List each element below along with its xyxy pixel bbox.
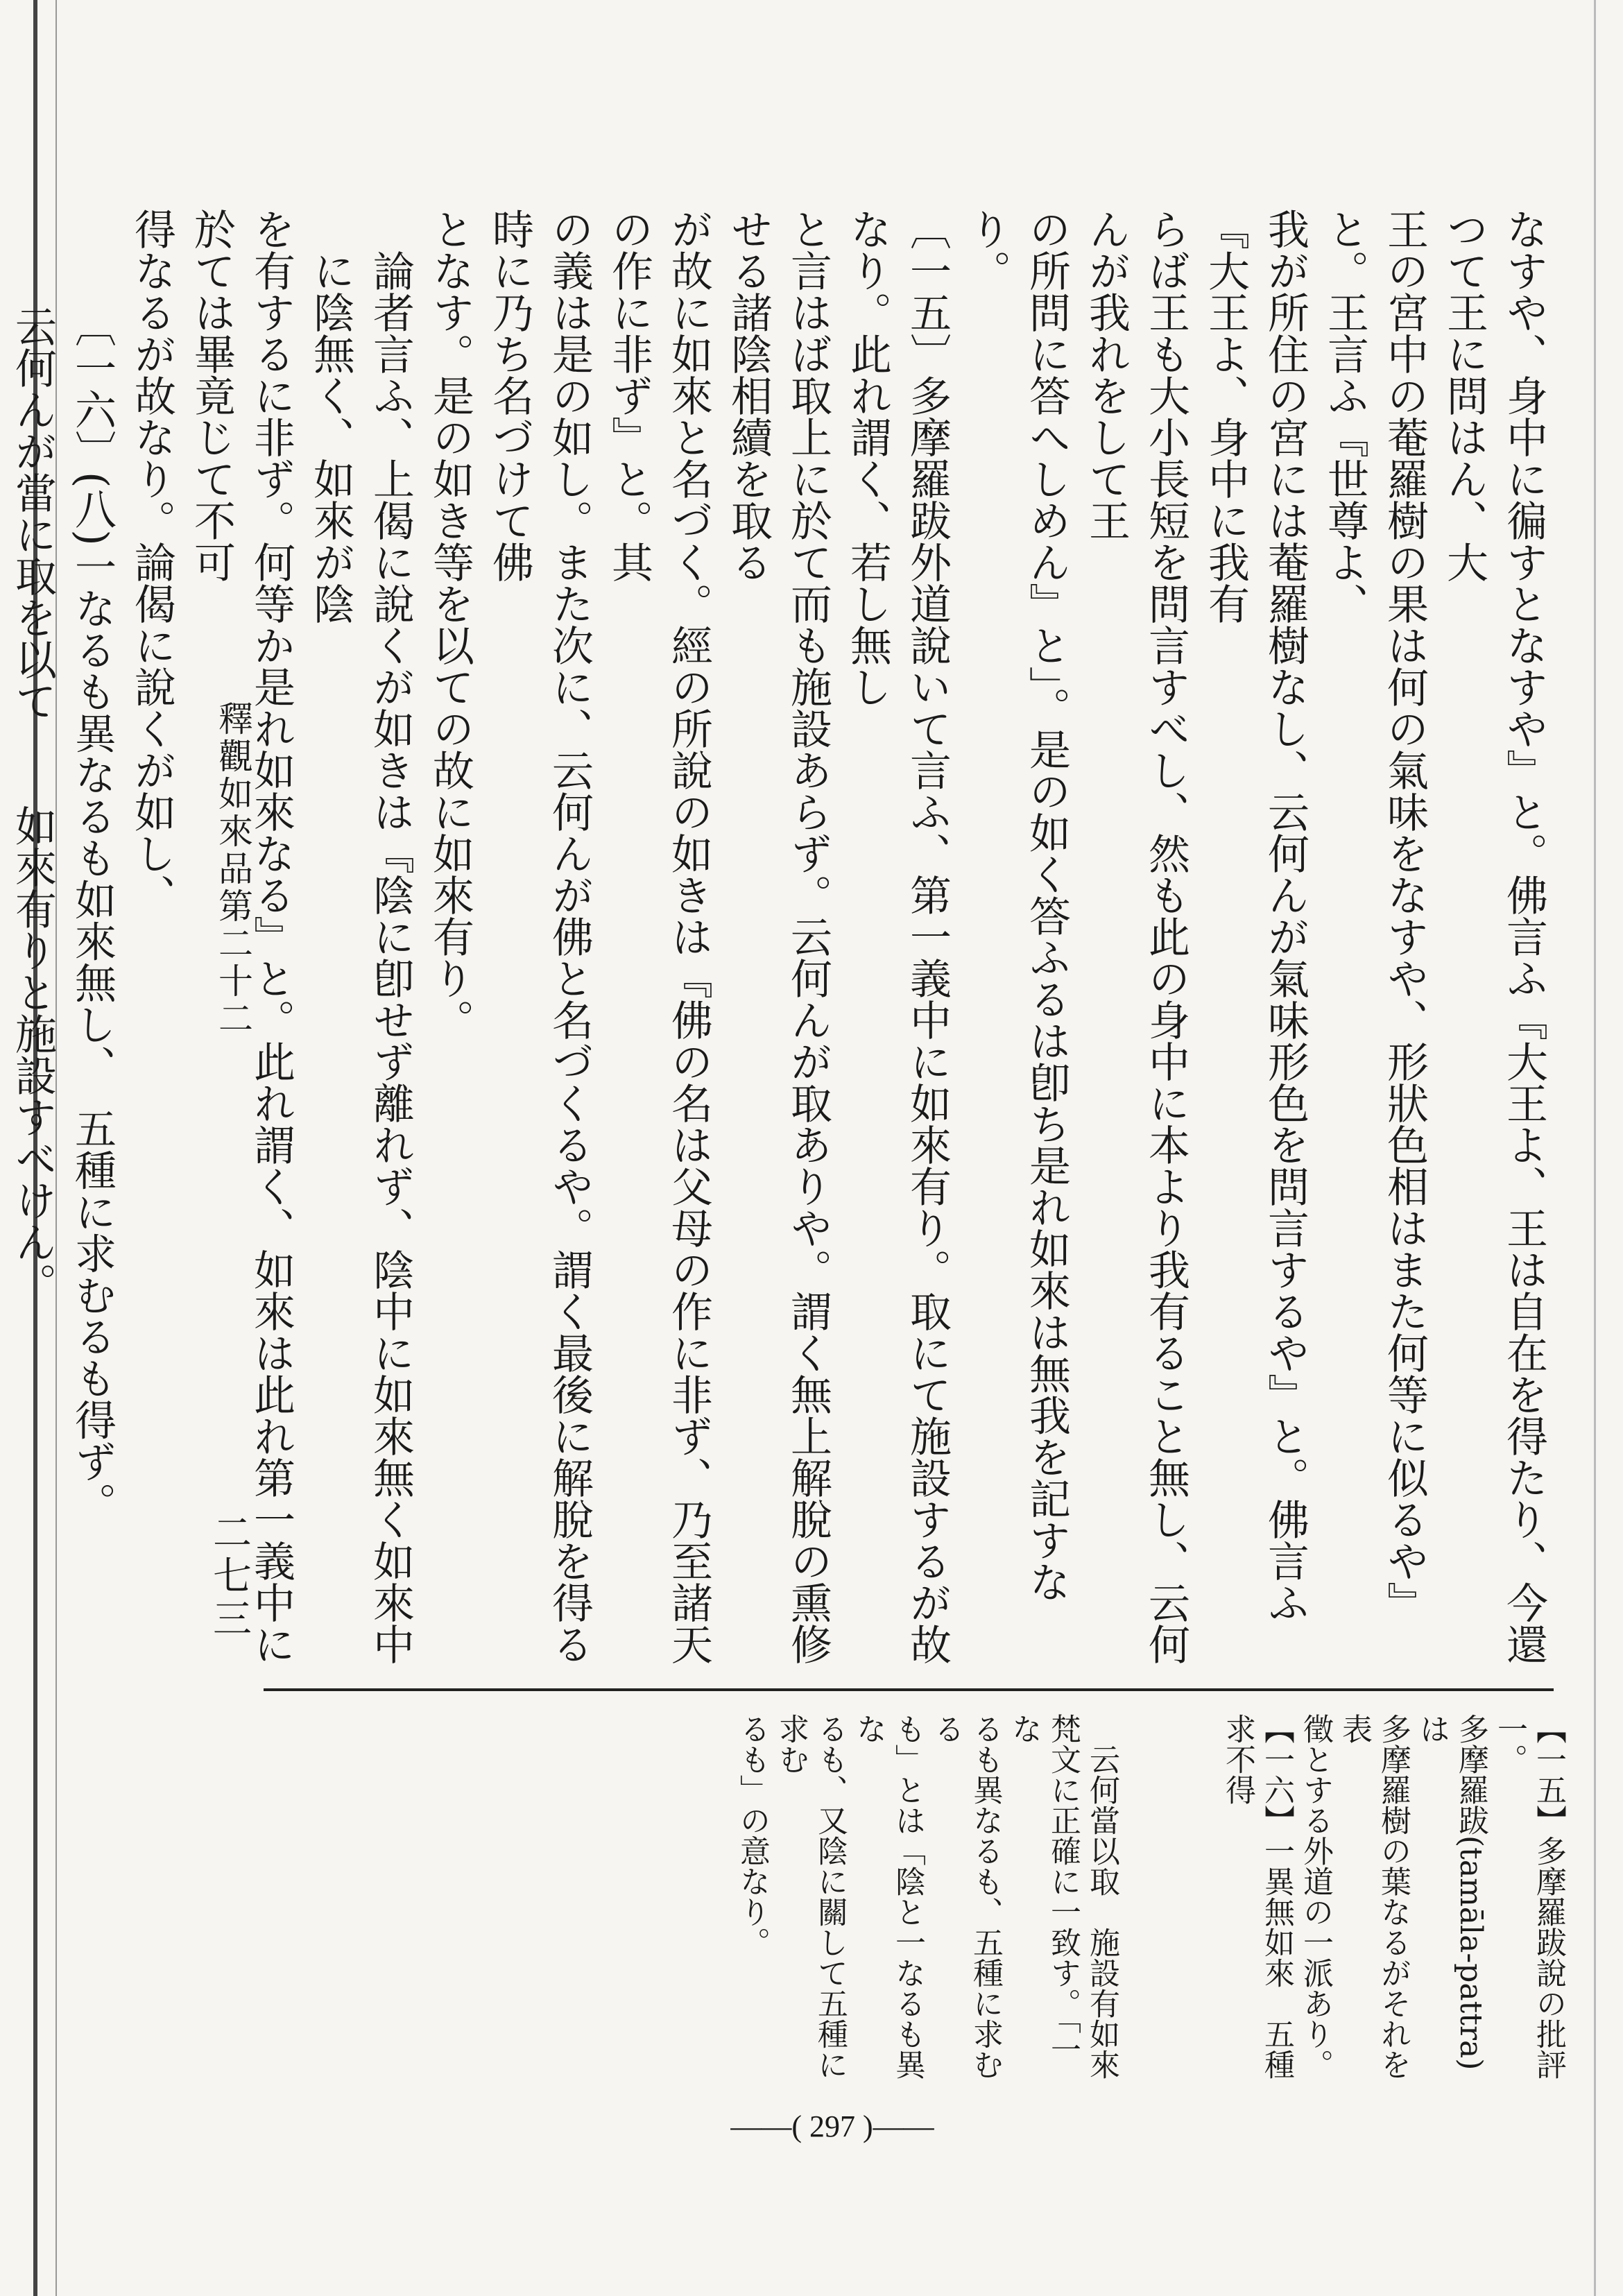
main-line: 我が所住の宮には菴羅樹なし、云何んが氣味形色を問言するや』と。佛言ふ『大王よ、身中に我有 (1201, 208, 1309, 1623)
footnote-line: るも」の意なり。 (735, 1713, 770, 1957)
footnote-line: 【一五】多摩羅跋說の批評一。 (1492, 1713, 1566, 2080)
main-line (0, 208, 3, 1672)
main-line: を有するに非ず。何等か是れ如來なる』と。此れ謂く、如來は此れ第一義中に於ては畢竟じて不可 (187, 208, 295, 1665)
page-number-kanji: 二七三 (207, 1512, 252, 1641)
footnote-line: 多摩羅樹の葉なるがそれを表 (1337, 1713, 1411, 2080)
main-line: が故に如來と名づく。經の所說の如きは『佛の名は父母の作に非ず、乃至諸天の作に非ず』と。其 (605, 208, 713, 1665)
main-line: 論者言ふ、上偈に說くが如きは『陰に卽せず離れず、陰中に如來無く如來中に陰無く、如來が陰 (307, 250, 415, 1665)
running-header: 釋觀如來品第二十二 (213, 701, 253, 1038)
footnotes (388, 1713, 1568, 2088)
footnote-line: るも異なるも、五種に求むる (929, 1713, 1003, 2080)
verse-line: 〔一六〕(八)一なるも異なるも如來無し、 五種に求むるも得ず。 (68, 305, 117, 1524)
main-line: 〔一五〕多摩羅跋外道說いて言ふ、第一義中に如來有り。取にて施設するが故なり。此れ謂く、若し無し (843, 208, 952, 1665)
page-number: ——( 297 )—— (730, 2109, 934, 2143)
main-line: らば王も大小長短を問言すべし、然も此の身中に本より我有ること無し、云何んが我れをして王 (1082, 208, 1190, 1665)
footnote-line: 徵とする外道の一派あり。 (1298, 1713, 1333, 2080)
verse-line: 云何んが當に取を以て 如來有りと施設すべけん。 (8, 305, 57, 1304)
footnote-line: 梵文に正確に一致す。「一な (1006, 1713, 1081, 2064)
footnote-line: るも、又陰に關して五種に求む (773, 1713, 848, 2080)
footnote-line: 【一六】一異無如來 五種求不得 (1220, 1713, 1294, 2080)
main-line: と言はば取上に於て而も施設あらず。云何んが取ありや。謂く無上解脫の熏修せる諸陰相續を取る (724, 208, 832, 1665)
footnote-line: も」とは「陰と一なるも異な (851, 1713, 925, 2080)
binding-edge-right (1594, 0, 1596, 2296)
main-line: となす。是の如き等を以ての故に如來有り。 (426, 208, 474, 1040)
main-line: の義は是の如し。また次に、云何んが佛と名づくるや。謂く最後に解脫を得る時に乃ち名づけて佛 (486, 208, 594, 1665)
footnote-divider (264, 1688, 1554, 1691)
footnote-line: 云何當以取 施設有如來 (1084, 1744, 1119, 2080)
footnote-line: 多摩羅跋(tamāla-pattra)は (1414, 1713, 1488, 2071)
main-line: 王の宮中の菴羅樹の果は何の氣味をなすや、形狀色相はまた何等に似るや』と。王言ふ『世尊よ、 (1321, 208, 1429, 1623)
main-line: なすや、身中に徧すとなすや』と。佛言ふ『大王よ、王は自在を得たり、今還つて王に問はん、大 (1440, 208, 1548, 1665)
main-line: の所問に答へしめん』と」。是の如く答ふるは卽ち是れ如來は無我を記すなり。 (963, 208, 1071, 1602)
main-line: 得なるが故なり。論偈に說くが如し、 (128, 208, 176, 916)
